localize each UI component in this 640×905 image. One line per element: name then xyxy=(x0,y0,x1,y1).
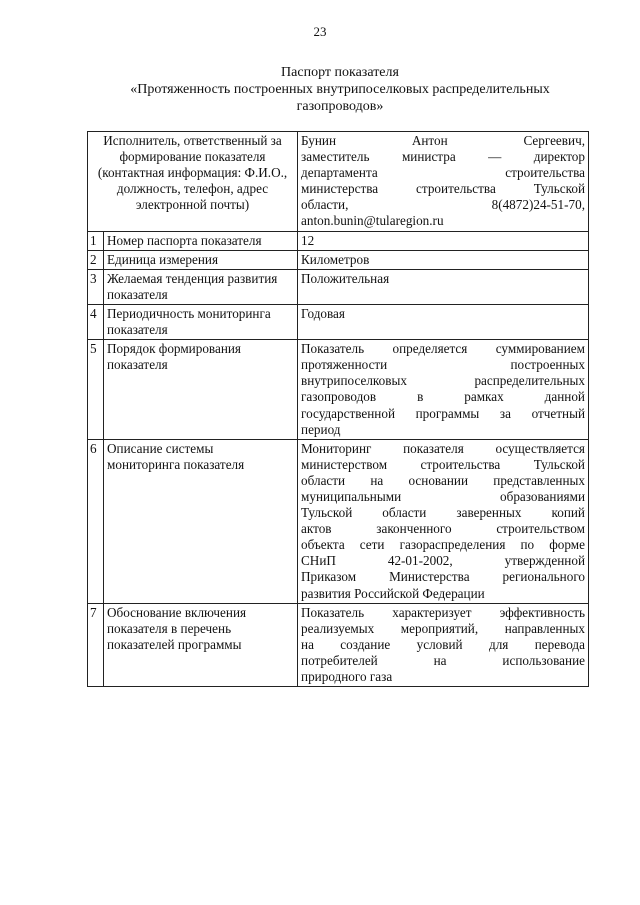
row-value xyxy=(298,340,589,440)
row-label-line: показателя xyxy=(107,286,168,302)
executor-value-cell xyxy=(298,132,589,232)
executor-label-line: (контактная информация: Ф.И.О., xyxy=(97,165,288,181)
row-value-line: развития Российской Федерации xyxy=(301,585,485,601)
row-value-line: Мониторинг показателя осуществляется xyxy=(301,440,585,456)
row-value-line: Положительная xyxy=(301,270,390,286)
row-value-line: объекта сети газораспределения по форме xyxy=(301,537,585,553)
row-label-line: Номер паспорта показателя xyxy=(107,232,262,248)
row-value-line: СНиП 42-01-2002, утвержденной xyxy=(301,553,585,569)
row-value-line: реализуемых мероприятий, направленных xyxy=(301,620,585,636)
row-number: 5 xyxy=(88,340,104,440)
passport-table xyxy=(87,131,589,687)
row-value-line: Показатель определяется суммированием xyxy=(301,341,585,357)
row-label xyxy=(104,304,298,339)
table-row xyxy=(88,340,589,440)
row-label xyxy=(104,250,298,269)
row-value xyxy=(298,250,589,269)
table-row xyxy=(88,304,589,339)
row-label-line: Описание системы xyxy=(107,440,214,456)
row-value xyxy=(298,304,589,339)
row-label-line: показателя в перечень xyxy=(107,620,232,636)
row-number: 7 xyxy=(88,603,104,686)
row-value xyxy=(298,439,589,603)
executor-value-line: области, 8(4872)24-51-70, xyxy=(301,197,585,213)
table-row xyxy=(88,269,589,304)
row-number: 2 xyxy=(88,250,104,269)
row-value xyxy=(298,603,589,686)
row-label-line: Единица измерения xyxy=(107,251,219,267)
page-number: 23 xyxy=(313,24,327,39)
row-value-line: Тульской области заверенных копий xyxy=(301,505,585,521)
row-value-line: Годовая xyxy=(301,305,345,321)
row-number: 3 xyxy=(88,269,104,304)
executor-label-line: электронной почты) xyxy=(135,197,250,213)
row-label-line: Периодичность мониторинга xyxy=(107,305,271,321)
row-label-line: Порядок формирования xyxy=(107,341,241,357)
row-number: 1 xyxy=(88,231,104,250)
document-title xyxy=(60,64,620,115)
row-value-line: Приказом Министерства регионального xyxy=(301,569,585,585)
row-value xyxy=(298,231,589,250)
row-label-line: мониторинга показателя xyxy=(107,456,245,472)
row-value-line: министерством строительства Тульской xyxy=(301,456,585,472)
row-value-line: потребителей на использование xyxy=(301,652,585,668)
row-value-line: Показатель характеризует эффективность xyxy=(301,604,585,620)
title-line-3: газопроводов» xyxy=(296,99,384,114)
row-value-line: области на основании представленных xyxy=(301,472,585,488)
executor-value-line: министерства строительства Тульской xyxy=(301,181,585,197)
row-label xyxy=(104,269,298,304)
table-row xyxy=(88,250,589,269)
executor-label-line: должность, телефон, адрес xyxy=(116,181,269,197)
row-label xyxy=(104,231,298,250)
row-label xyxy=(104,603,298,686)
table-row xyxy=(88,231,589,250)
row-value-line: государственной программы за отчетный xyxy=(301,405,585,421)
row-label-line: показателей программы xyxy=(107,636,242,652)
row-value xyxy=(298,269,589,304)
row-value-line: Километров xyxy=(301,251,370,267)
row-label-line: Обоснование включения xyxy=(107,604,247,620)
executor-label-line: формирование показателя xyxy=(119,149,266,165)
title-line-2: «Протяженность построенных внутрипоселковых распределительных xyxy=(130,82,550,97)
row-value-line: газопроводов в рамках данной xyxy=(301,389,585,405)
table-row xyxy=(88,439,589,603)
row-value-line: муниципальными образованиями xyxy=(301,488,585,504)
row-value-line: протяженности построенных xyxy=(301,357,585,373)
row-label-line: показателя xyxy=(107,357,168,373)
row-label-line: показателя xyxy=(107,322,168,338)
row-number: 6 xyxy=(88,439,104,603)
executor-value-line: департамента строительства xyxy=(301,165,585,181)
row-value-line: на создание условий для перевода xyxy=(301,636,585,652)
row-label-line: Желаемая тенденция развития xyxy=(107,270,278,286)
row-value-line: внутрипоселковых распределительных xyxy=(301,373,585,389)
executor-value-line: заместитель министра — директор xyxy=(301,149,585,165)
header-row xyxy=(88,132,589,232)
executor-label-cell xyxy=(88,132,298,232)
row-label xyxy=(104,340,298,440)
row-value-line: период xyxy=(301,421,341,437)
executor-value-line: anton.bunin@tularegion.ru xyxy=(301,213,444,229)
row-label xyxy=(104,439,298,603)
executor-value-line: Бунин Антон Сергеевич, xyxy=(301,133,585,148)
row-number: 4 xyxy=(88,304,104,339)
executor-label-line: Исполнитель, ответственный за xyxy=(103,133,282,148)
row-value-line: актов законченного строительством xyxy=(301,521,585,537)
row-value-line: природного газа xyxy=(301,669,393,684)
table-row xyxy=(88,603,589,686)
title-line-1: Паспорт показателя xyxy=(281,65,399,80)
row-value-line: 12 xyxy=(301,232,315,248)
